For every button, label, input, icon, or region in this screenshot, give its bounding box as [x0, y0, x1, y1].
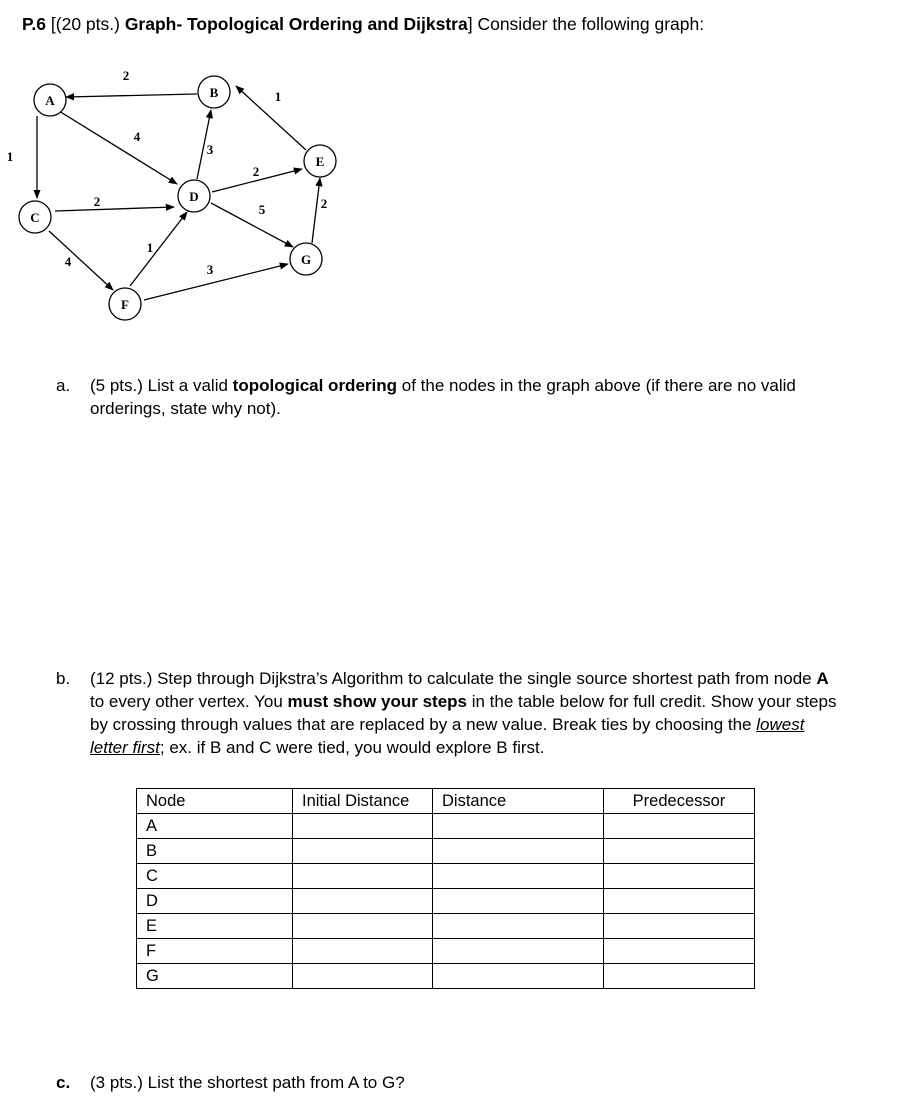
- table-header-row: [137, 789, 755, 814]
- predecessor-cell[interactable]: [604, 814, 755, 839]
- distance-cell[interactable]: [433, 914, 604, 939]
- initial-distance-cell[interactable]: [293, 964, 433, 989]
- svg-text:B: B: [209, 85, 219, 100]
- problem-title: [22, 14, 704, 35]
- question-c-label: c.: [56, 1073, 71, 1092]
- row-node-label: C: [137, 864, 293, 889]
- initial-distance-cell[interactable]: [293, 914, 433, 939]
- edge-b-a: [66, 94, 197, 97]
- weight-c-d: 2: [93, 194, 101, 209]
- predecessor-cell[interactable]: [604, 839, 755, 864]
- header-distance: Distance: [433, 789, 604, 814]
- graph-node-e: [304, 145, 336, 177]
- initial-distance-cell[interactable]: [293, 889, 433, 914]
- svg-text:G: G: [300, 252, 312, 267]
- edge-d-g: [211, 203, 293, 247]
- table-row: [137, 914, 755, 939]
- weight-d-g: 5: [258, 202, 266, 217]
- distance-cell[interactable]: [433, 839, 604, 864]
- svg-text:D: D: [189, 189, 199, 204]
- weight-b-a: 2: [122, 68, 130, 83]
- predecessor-cell[interactable]: [604, 939, 755, 964]
- question-a: [56, 374, 876, 426]
- predecessor-cell[interactable]: [604, 889, 755, 914]
- graph-node-b: [198, 76, 230, 108]
- distance-cell[interactable]: [433, 864, 604, 889]
- graph-node-a: [34, 84, 66, 116]
- initial-distance-cell[interactable]: [293, 814, 433, 839]
- weight-c-f: 4: [64, 254, 72, 269]
- question-b: [56, 667, 901, 767]
- header-initial-distance: Initial Distance: [293, 789, 433, 814]
- edge-f-g: [144, 264, 288, 300]
- question-c: [56, 1071, 656, 1097]
- row-node-label: A: [137, 814, 293, 839]
- table-row: [137, 939, 755, 964]
- table-row: [137, 964, 755, 989]
- question-b-text: (12 pts.) Step through Dijkstra’s Algorithm to calculate the single source shortest path from node A to every other vertex. You must show your steps in the table below for full credit. Show your steps by crossing through values that are replaced by a new value. Break ties by choosing the lowest letter first; ex. if B and C were tied, you would explore B first.: [90, 669, 837, 757]
- weight-e-b: 1: [274, 89, 282, 104]
- table-row: [137, 889, 755, 914]
- predecessor-cell[interactable]: [604, 864, 755, 889]
- initial-distance-cell[interactable]: [293, 939, 433, 964]
- distance-cell[interactable]: [433, 814, 604, 839]
- problem-topic: Graph- Topological Ordering and Dijkstra: [124, 14, 468, 34]
- predecessor-cell[interactable]: [604, 964, 755, 989]
- weight-f-g: 3: [206, 262, 214, 277]
- graph-node-g: [290, 243, 322, 275]
- distance-cell[interactable]: [433, 939, 604, 964]
- edge-c-d: [55, 207, 174, 211]
- problem-points: [(20 pts.): [50, 14, 125, 34]
- weight-f-d: 1: [146, 240, 154, 255]
- dijkstra-table: [136, 788, 755, 989]
- row-node-label: D: [137, 889, 293, 914]
- question-c-text: (3 pts.) List the shortest path from A to G?: [90, 1073, 405, 1092]
- row-node-label: F: [137, 939, 293, 964]
- edge-g-e: [312, 178, 320, 243]
- svg-text:C: C: [30, 210, 40, 225]
- table-row: [137, 814, 755, 839]
- edge-a-d: [59, 111, 177, 184]
- header-predecessor: Predecessor: [604, 789, 755, 814]
- question-b-label: b.: [56, 669, 71, 688]
- predecessor-cell[interactable]: [604, 914, 755, 939]
- svg-text:E: E: [315, 154, 325, 169]
- question-a-label: a.: [56, 376, 71, 395]
- distance-cell[interactable]: [433, 964, 604, 989]
- weight-a-d: 4: [133, 129, 141, 144]
- edge-f-d: [130, 212, 187, 286]
- graph-node-d: [178, 180, 210, 212]
- row-node-label: E: [137, 914, 293, 939]
- row-node-label: G: [137, 964, 293, 989]
- table-row: [137, 839, 755, 864]
- question-a-text: (5 pts.) List a valid topological ordering of the nodes in the graph above (if there are no valid orderings, state why not).: [90, 376, 796, 418]
- svg-text:F: F: [121, 297, 129, 312]
- edge-e-b: [236, 86, 306, 150]
- graph-diagram: [0, 58, 360, 328]
- weight-d-b: 3: [206, 142, 214, 157]
- svg-text:A: A: [45, 93, 55, 108]
- distance-cell[interactable]: [433, 889, 604, 914]
- row-node-label: B: [137, 839, 293, 864]
- problem-prompt: ] Consider the following graph:: [467, 14, 705, 34]
- table-row: [137, 864, 755, 889]
- edge-c-f: [49, 231, 113, 290]
- graph-node-c: [19, 201, 51, 233]
- problem-number: P.6: [22, 14, 47, 34]
- graph-node-f: [109, 288, 141, 320]
- weight-d-e: 2: [252, 164, 260, 179]
- weight-a-c: 1: [6, 149, 14, 164]
- initial-distance-cell[interactable]: [293, 864, 433, 889]
- header-node: Node: [137, 789, 293, 814]
- initial-distance-cell[interactable]: [293, 839, 433, 864]
- weight-g-e: 2: [320, 196, 328, 211]
